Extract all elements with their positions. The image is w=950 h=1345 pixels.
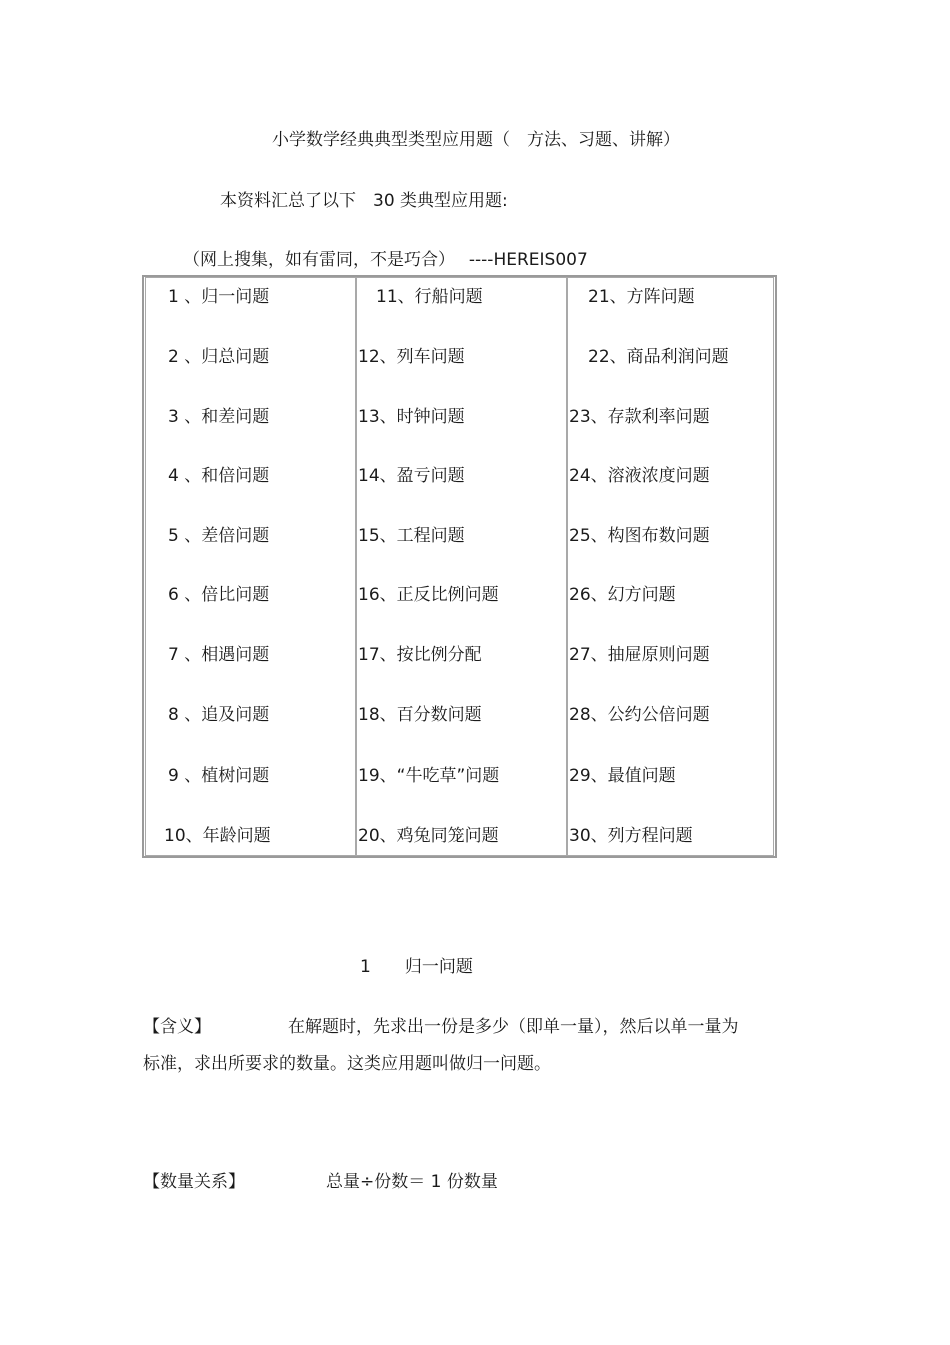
topic-cell: 1 、归一问题 bbox=[168, 287, 270, 307]
section-heading: 1 归一问题 bbox=[360, 957, 473, 977]
topic-cell: 25、构图布数问题 bbox=[569, 526, 710, 546]
topic-cell: 23、存款利率问题 bbox=[569, 407, 710, 427]
topic-cell: 17、按比例分配 bbox=[358, 645, 482, 665]
topic-cell: 22、商品利润问题 bbox=[588, 347, 729, 367]
topic-cell: 30、列方程问题 bbox=[569, 826, 693, 846]
topics-column-2 bbox=[356, 277, 567, 856]
topic-cell: 21、方阵问题 bbox=[588, 287, 695, 307]
topic-cell: 16、正反比例问题 bbox=[358, 585, 499, 605]
topic-cell: 24、溶液浓度问题 bbox=[569, 466, 710, 486]
meaning-text: 在解题时，先求出一份是多少（即单一量），然后以单一量为 bbox=[288, 1017, 739, 1037]
meaning-label: 【含义】 bbox=[143, 1017, 211, 1037]
topic-cell: 2 、归总问题 bbox=[168, 347, 270, 367]
topic-cell: 14、盈亏问题 bbox=[358, 466, 465, 486]
topic-cell: 3 、和差问题 bbox=[168, 407, 270, 427]
topic-cell: 8 、追及问题 bbox=[168, 705, 270, 725]
meaning-text-continued: 标准，求出所要求的数量。这类应用题叫做归一问题。 bbox=[143, 1054, 551, 1074]
relation-formula: 总量÷份数＝ 1 份数量 bbox=[326, 1172, 498, 1192]
topic-cell: 4 、和倍问题 bbox=[168, 466, 270, 486]
topic-cell: 5 、差倍问题 bbox=[168, 526, 270, 546]
topic-cell: 28、公约公倍问题 bbox=[569, 705, 710, 725]
topic-cell: 12、列车问题 bbox=[358, 347, 465, 367]
topic-cell: 15、工程问题 bbox=[358, 526, 465, 546]
topic-cell: 27、抽屉原则问题 bbox=[569, 645, 710, 665]
topic-cell: 18、百分数问题 bbox=[358, 705, 482, 725]
topic-cell: 6 、倍比问题 bbox=[168, 585, 270, 605]
topic-cell: 10、年龄问题 bbox=[164, 826, 271, 846]
topic-cell: 20、鸡兔同笼问题 bbox=[358, 826, 499, 846]
topics-column-3 bbox=[567, 277, 774, 856]
topic-cell: 29、最值问题 bbox=[569, 766, 676, 786]
topics-column-1 bbox=[145, 277, 356, 856]
document-title: 小学数学经典典型类型应用题（ 方法、习题、讲解） bbox=[272, 130, 680, 150]
topic-cell: 7 、相遇问题 bbox=[168, 645, 270, 665]
intro-text: 本资料汇总了以下 30 类典型应用题: bbox=[220, 191, 508, 211]
source-note: （网上搜集，如有雷同，不是巧合） ----HEREIS007 bbox=[183, 250, 588, 270]
topic-cell: 13、时钟问题 bbox=[358, 407, 465, 427]
relation-label: 【数量关系】 bbox=[143, 1172, 245, 1192]
topic-cell: 19、“牛吃草”问题 bbox=[358, 766, 500, 786]
topics-table bbox=[142, 275, 777, 858]
topic-cell: 9 、植树问题 bbox=[168, 766, 270, 786]
topic-cell: 26、幻方问题 bbox=[569, 585, 676, 605]
topic-cell: 11、行船问题 bbox=[376, 287, 483, 307]
